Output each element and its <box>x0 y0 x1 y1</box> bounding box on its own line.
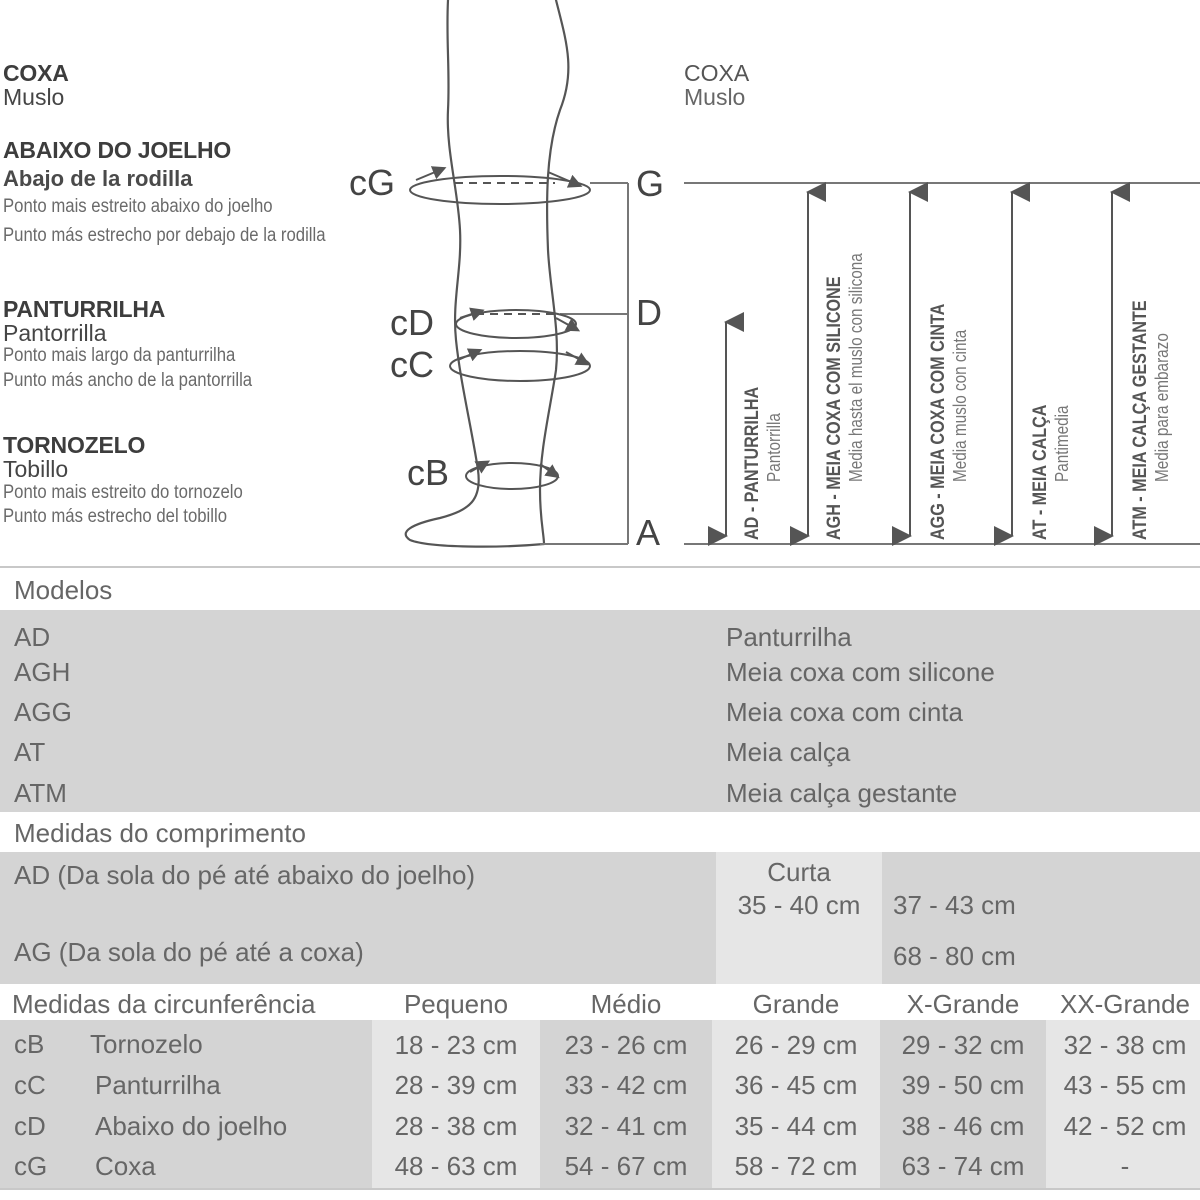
comprimento-row-ag: AG (Da sola do pé até a coxa) <box>14 937 364 967</box>
circ-value: 39 - 50 cm <box>901 1070 1025 1100</box>
arrow-label-agh-code: AGH - MEIA COXA COM SILICONE <box>824 276 845 540</box>
circ-row-code: cC <box>14 1070 46 1100</box>
circ-value: 54 - 67 cm <box>564 1151 688 1181</box>
arrow-label-agh-desc: Media hasta el muslo con silicona <box>846 253 866 482</box>
modelo-code: AGH <box>14 657 71 687</box>
size-header: XX-Grande <box>1059 989 1191 1019</box>
reference-lines <box>540 183 1200 544</box>
label-coxa-right-title: COXA <box>684 60 750 86</box>
label-tornozelo-note-pt: Ponto mais estreito do tornozelo <box>3 482 243 503</box>
circ-label-cg: cG <box>349 162 396 203</box>
arrow-label-agg <box>928 262 971 540</box>
circ-value: 58 - 72 cm <box>734 1151 858 1181</box>
circ-value: 29 - 32 cm <box>901 1030 1025 1060</box>
arrow-label-ad-code: AD - PANTURRILHA <box>742 386 763 540</box>
circ-value: 35 - 44 cm <box>734 1111 858 1141</box>
label-tornozelo-sub: Tobillo <box>3 456 69 482</box>
arrow-label-agg-code: AGG - MEIA COXA COM CINTA <box>928 303 949 540</box>
label-joelho-sub: Abajo de la rodilla <box>3 166 193 191</box>
circ-row-name: Coxa <box>95 1151 156 1181</box>
label-panturrilha-note-pt: Ponto mais largo da panturrilha <box>3 345 236 366</box>
circ-value: 43 - 55 cm <box>1063 1070 1187 1100</box>
modelo-name: Meia calça gestante <box>726 778 958 808</box>
point-label-g: G <box>636 163 665 204</box>
label-coxa-title: COXA <box>3 60 69 86</box>
arrow-label-at-code: AT - MEIA CALÇA <box>1030 404 1051 540</box>
label-joelho-note-es: Punto más estrecho por debajo de la rodilla <box>3 225 326 246</box>
label-joelho-note-pt: Ponto mais estreito abaixo do joelho <box>3 196 273 217</box>
label-tornozelo-title: TORNOZELO <box>3 432 146 458</box>
size-header: Grande <box>752 989 840 1019</box>
circ-value: 38 - 46 cm <box>901 1111 1025 1141</box>
circ-row-code: cG <box>14 1151 48 1181</box>
modelo-code: ATM <box>14 778 67 808</box>
arrow-label-at <box>1030 381 1073 540</box>
std-ag-value: 68 - 80 cm <box>893 941 1016 971</box>
rotation-arrows <box>416 170 584 474</box>
arrow-label-atm <box>1130 258 1173 540</box>
circ-label-cd: cD <box>390 302 434 343</box>
circ-value: - <box>1120 1151 1130 1181</box>
circumference-rings <box>410 176 590 489</box>
circ-row-code: cD <box>14 1111 46 1141</box>
label-panturrilha-note-es: Punto más ancho de la pantorrilla <box>3 370 253 391</box>
modelo-name: Meia calça <box>726 737 851 767</box>
modelo-code: AGG <box>14 697 72 727</box>
arrow-label-agh <box>824 213 867 540</box>
circ-label-cb: cB <box>407 452 450 493</box>
circ-row-name: Panturrilha <box>95 1070 221 1100</box>
circ-row-name: Tornozelo <box>90 1029 203 1059</box>
arrow-label-at-desc: Pantimedia <box>1052 405 1072 482</box>
curta-ad-value: 35 - 40 cm <box>737 890 861 920</box>
std-ad-value: 37 - 43 cm <box>893 890 1016 920</box>
circ-value: 23 - 26 cm <box>564 1030 688 1060</box>
circ-value: 48 - 63 cm <box>394 1151 518 1181</box>
circ-value: 33 - 42 cm <box>564 1070 688 1100</box>
label-panturrilha-title: PANTURRILHA <box>3 296 166 322</box>
modelos-header: Modelos <box>14 575 113 605</box>
size-header: X-Grande <box>906 989 1020 1019</box>
circunferencia-header: Medidas da circunferência <box>12 989 316 1019</box>
curta-label: Curta <box>767 857 831 887</box>
label-panturrilha-sub: Pantorrilla <box>3 320 107 346</box>
divider <box>0 566 1200 568</box>
circ-value: 18 - 23 cm <box>394 1030 518 1060</box>
modelo-code: AD <box>14 622 51 652</box>
circ-value: 32 - 41 cm <box>564 1111 688 1141</box>
comprimento-row-ad: AD (Da sola do pé até abaixo do joelho) <box>14 860 476 890</box>
modelo-name: Meia coxa com cinta <box>726 697 963 727</box>
label-joelho-title: ABAIXO DO JOELHO <box>3 137 232 163</box>
circ-value: 28 - 39 cm <box>394 1070 518 1100</box>
arrow-label-agg-desc: Media muslo con cinta <box>950 329 970 482</box>
circ-label-cc: cC <box>390 344 434 385</box>
circ-value: 32 - 38 cm <box>1063 1030 1187 1060</box>
label-coxa-right-sub: Muslo <box>684 84 746 110</box>
point-label-a: A <box>636 512 661 553</box>
size-header: Médio <box>590 989 662 1019</box>
leg-diagram <box>0 0 1200 560</box>
circ-value: 36 - 45 cm <box>734 1070 858 1100</box>
circ-value: 28 - 38 cm <box>394 1111 518 1141</box>
modelo-name: Meia coxa com silicone <box>726 657 995 687</box>
circ-value: 63 - 74 cm <box>901 1151 1025 1181</box>
modelo-code: AT <box>14 737 46 767</box>
arrow-label-atm-code: ATM - MEIA CALÇA GESTANTE <box>1130 300 1151 540</box>
modelos-table <box>0 610 1200 812</box>
comprimento-header: Medidas do comprimento <box>14 818 306 848</box>
modelo-name: Panturrilha <box>726 622 852 652</box>
label-tornozelo-note-es: Punto más estrecho del tobillo <box>3 506 228 527</box>
circ-row-code: cB <box>14 1029 45 1059</box>
label-coxa-sub: Muslo <box>3 84 65 110</box>
circ-row-name: Abaixo do joelho <box>95 1111 288 1141</box>
arrow-label-ad-desc: Pantorrilla <box>764 413 784 482</box>
bottom-divider <box>0 1188 1200 1190</box>
arrow-label-ad <box>742 360 785 540</box>
point-label-d: D <box>636 292 662 333</box>
arrow-label-atm-desc: Media para embarazo <box>1152 333 1172 482</box>
circ-value: 42 - 52 cm <box>1063 1111 1187 1141</box>
size-header: Pequeno <box>403 989 509 1019</box>
circ-value: 26 - 29 cm <box>734 1030 858 1060</box>
